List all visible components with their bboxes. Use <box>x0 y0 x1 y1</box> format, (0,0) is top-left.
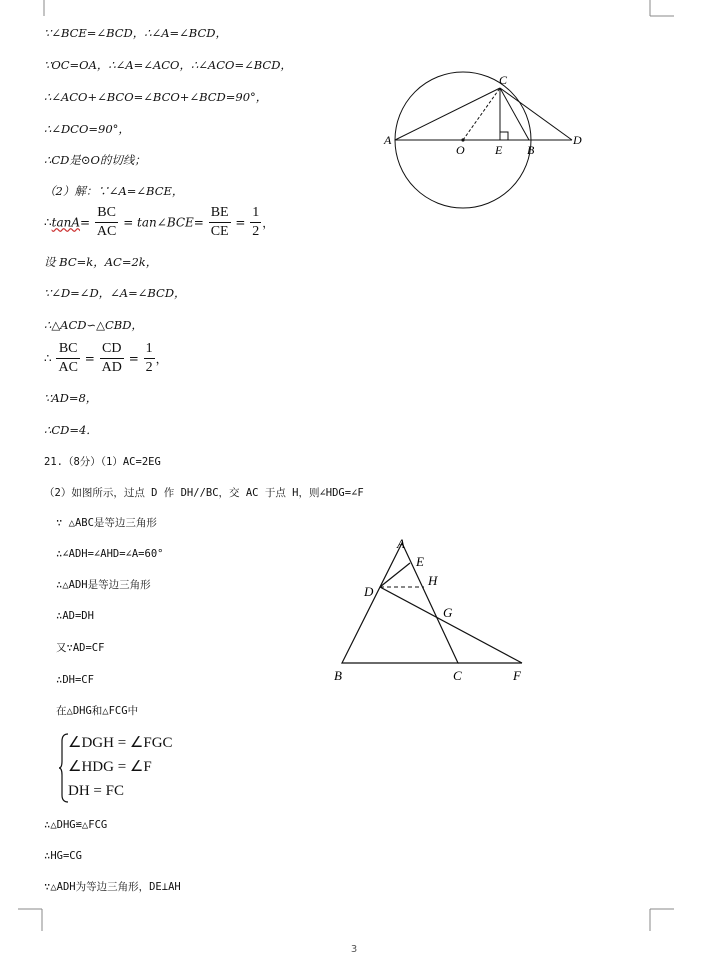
label-e: E <box>416 554 424 569</box>
text-line-21: ∴DH=CF <box>56 674 94 686</box>
tan-a-label: tanA <box>51 215 81 230</box>
therefore-symbol: ∴ <box>44 215 52 230</box>
label-g: G <box>443 605 453 620</box>
label-b: B <box>334 668 342 683</box>
segment-cd <box>500 88 572 140</box>
fraction-bc-ac: $\frac{BC}{AC}$ <box>58 341 78 375</box>
text-line-2: ∵OC=OA，∴∠A=∠ACO，∴∠ACO=∠BCD， <box>44 58 292 72</box>
fraction-one-half: $\frac{1}{2}$ <box>252 205 260 239</box>
text-line-23: ∴△DHG≌△FCG <box>44 819 108 831</box>
tan-bce-text: = tan∠BCE= <box>123 215 204 230</box>
system-row-3: DH = FC <box>68 783 124 799</box>
label-c: C <box>453 668 462 683</box>
segment-oc-dashed <box>463 88 500 140</box>
text-line-4: ∴∠DCO=90°， <box>44 122 130 136</box>
text-line-17: ∴∠ADH=∠AHD=∠A=60° <box>56 548 164 560</box>
text-line-14: 21.（8分）（1）AC=2EG <box>44 456 161 468</box>
text-line-24: ∴HG=CG <box>44 850 82 862</box>
ratio-fraction-equation: ∴ $\frac{BC}{AC}$ = $\frac{CD}{AD}$ = $\frac{1}{2}$ ， <box>44 341 168 375</box>
fraction-bc-ac: $\frac{BC}{AC}$ <box>96 205 117 239</box>
page-number: 3 <box>350 944 358 955</box>
corner-mark-top-left <box>36 0 56 20</box>
text-line-12: ∵AD=8， <box>44 391 98 405</box>
text-line-20: 又∵AD=CF <box>56 642 105 654</box>
label-h: H <box>428 573 438 588</box>
label-o: O <box>456 143 465 157</box>
corner-mark-bottom-right <box>646 905 676 931</box>
corner-mark-top-right <box>646 0 676 20</box>
fraction-cd-ad: $\frac{CD}{AD}$ <box>101 341 122 375</box>
therefore-symbol: ∴ <box>44 351 52 366</box>
label-c: C <box>499 73 508 87</box>
label-f: F <box>513 668 521 683</box>
text-line-8: 设 BC=k，AC=2k， <box>44 255 158 269</box>
triangle-abc <box>342 543 458 663</box>
segment-df <box>380 587 522 663</box>
label-e: E <box>495 143 503 157</box>
circle-tangent-figure <box>380 70 600 210</box>
segment-de <box>380 563 410 587</box>
equals-sign: = <box>80 215 91 230</box>
text-line-6: （2）解：∵∠A=∠BCE， <box>44 184 184 198</box>
text-line-1: ∵∠BCE=∠BCD，∴∠A=∠BCD， <box>44 26 227 40</box>
text-line-5: ∴CD是⊙O的切线； <box>44 153 146 167</box>
fraction-one-half: $\frac{1}{2}$ <box>145 341 153 375</box>
system-row-1: ∠DGH = ∠FGC <box>68 735 173 751</box>
equals-sign: = <box>235 215 246 230</box>
text-line-18: ∴△ADH是等边三角形 <box>56 579 151 591</box>
text-line-9: ∵∠D=∠D，∠A=∠BCD， <box>44 286 186 300</box>
text-line-19: ∴AD=DH <box>56 610 94 622</box>
label-d: D <box>364 584 374 599</box>
equilateral-triangle-figure <box>330 535 530 685</box>
system-row-2: ∠HDG = ∠F <box>68 759 152 775</box>
fraction-be-ce: $\frac{BE}{CE}$ <box>210 205 229 239</box>
label-a: A <box>384 133 392 147</box>
text-line-10: ∴△ACD∽△CBD， <box>44 318 143 332</box>
text-line-3: ∴∠ACO+∠BCO=∠BCO+∠BCD=90°， <box>44 90 268 104</box>
corner-mark-bottom-left <box>18 905 48 931</box>
right-angle-mark <box>500 132 508 140</box>
text-line-13: ∴CD=4． <box>44 423 98 437</box>
text-line-22: 在△DHG和△FCG中 <box>56 705 139 717</box>
tangent-fraction-equation: ∴tanA= $\frac{BC}{AC}$ = tan∠BCE= $\frac{BE}{CE}$ = $\frac{1}{2}$ ， <box>44 205 275 239</box>
congruence-system <box>58 731 173 803</box>
text-line-25: ∵△ADH为等边三角形，DE⊥AH <box>44 881 181 893</box>
text-line-15: （2）如图所示，过点 D 作 DH//BC，交 AC 于点 H，则∠HDG=∠F <box>44 487 364 499</box>
text-line-16: ∵ △ABC是等边三角形 <box>56 517 157 529</box>
label-d: D <box>573 133 582 147</box>
center-point <box>461 138 464 141</box>
label-a: A <box>397 536 405 551</box>
label-b: B <box>527 143 535 157</box>
